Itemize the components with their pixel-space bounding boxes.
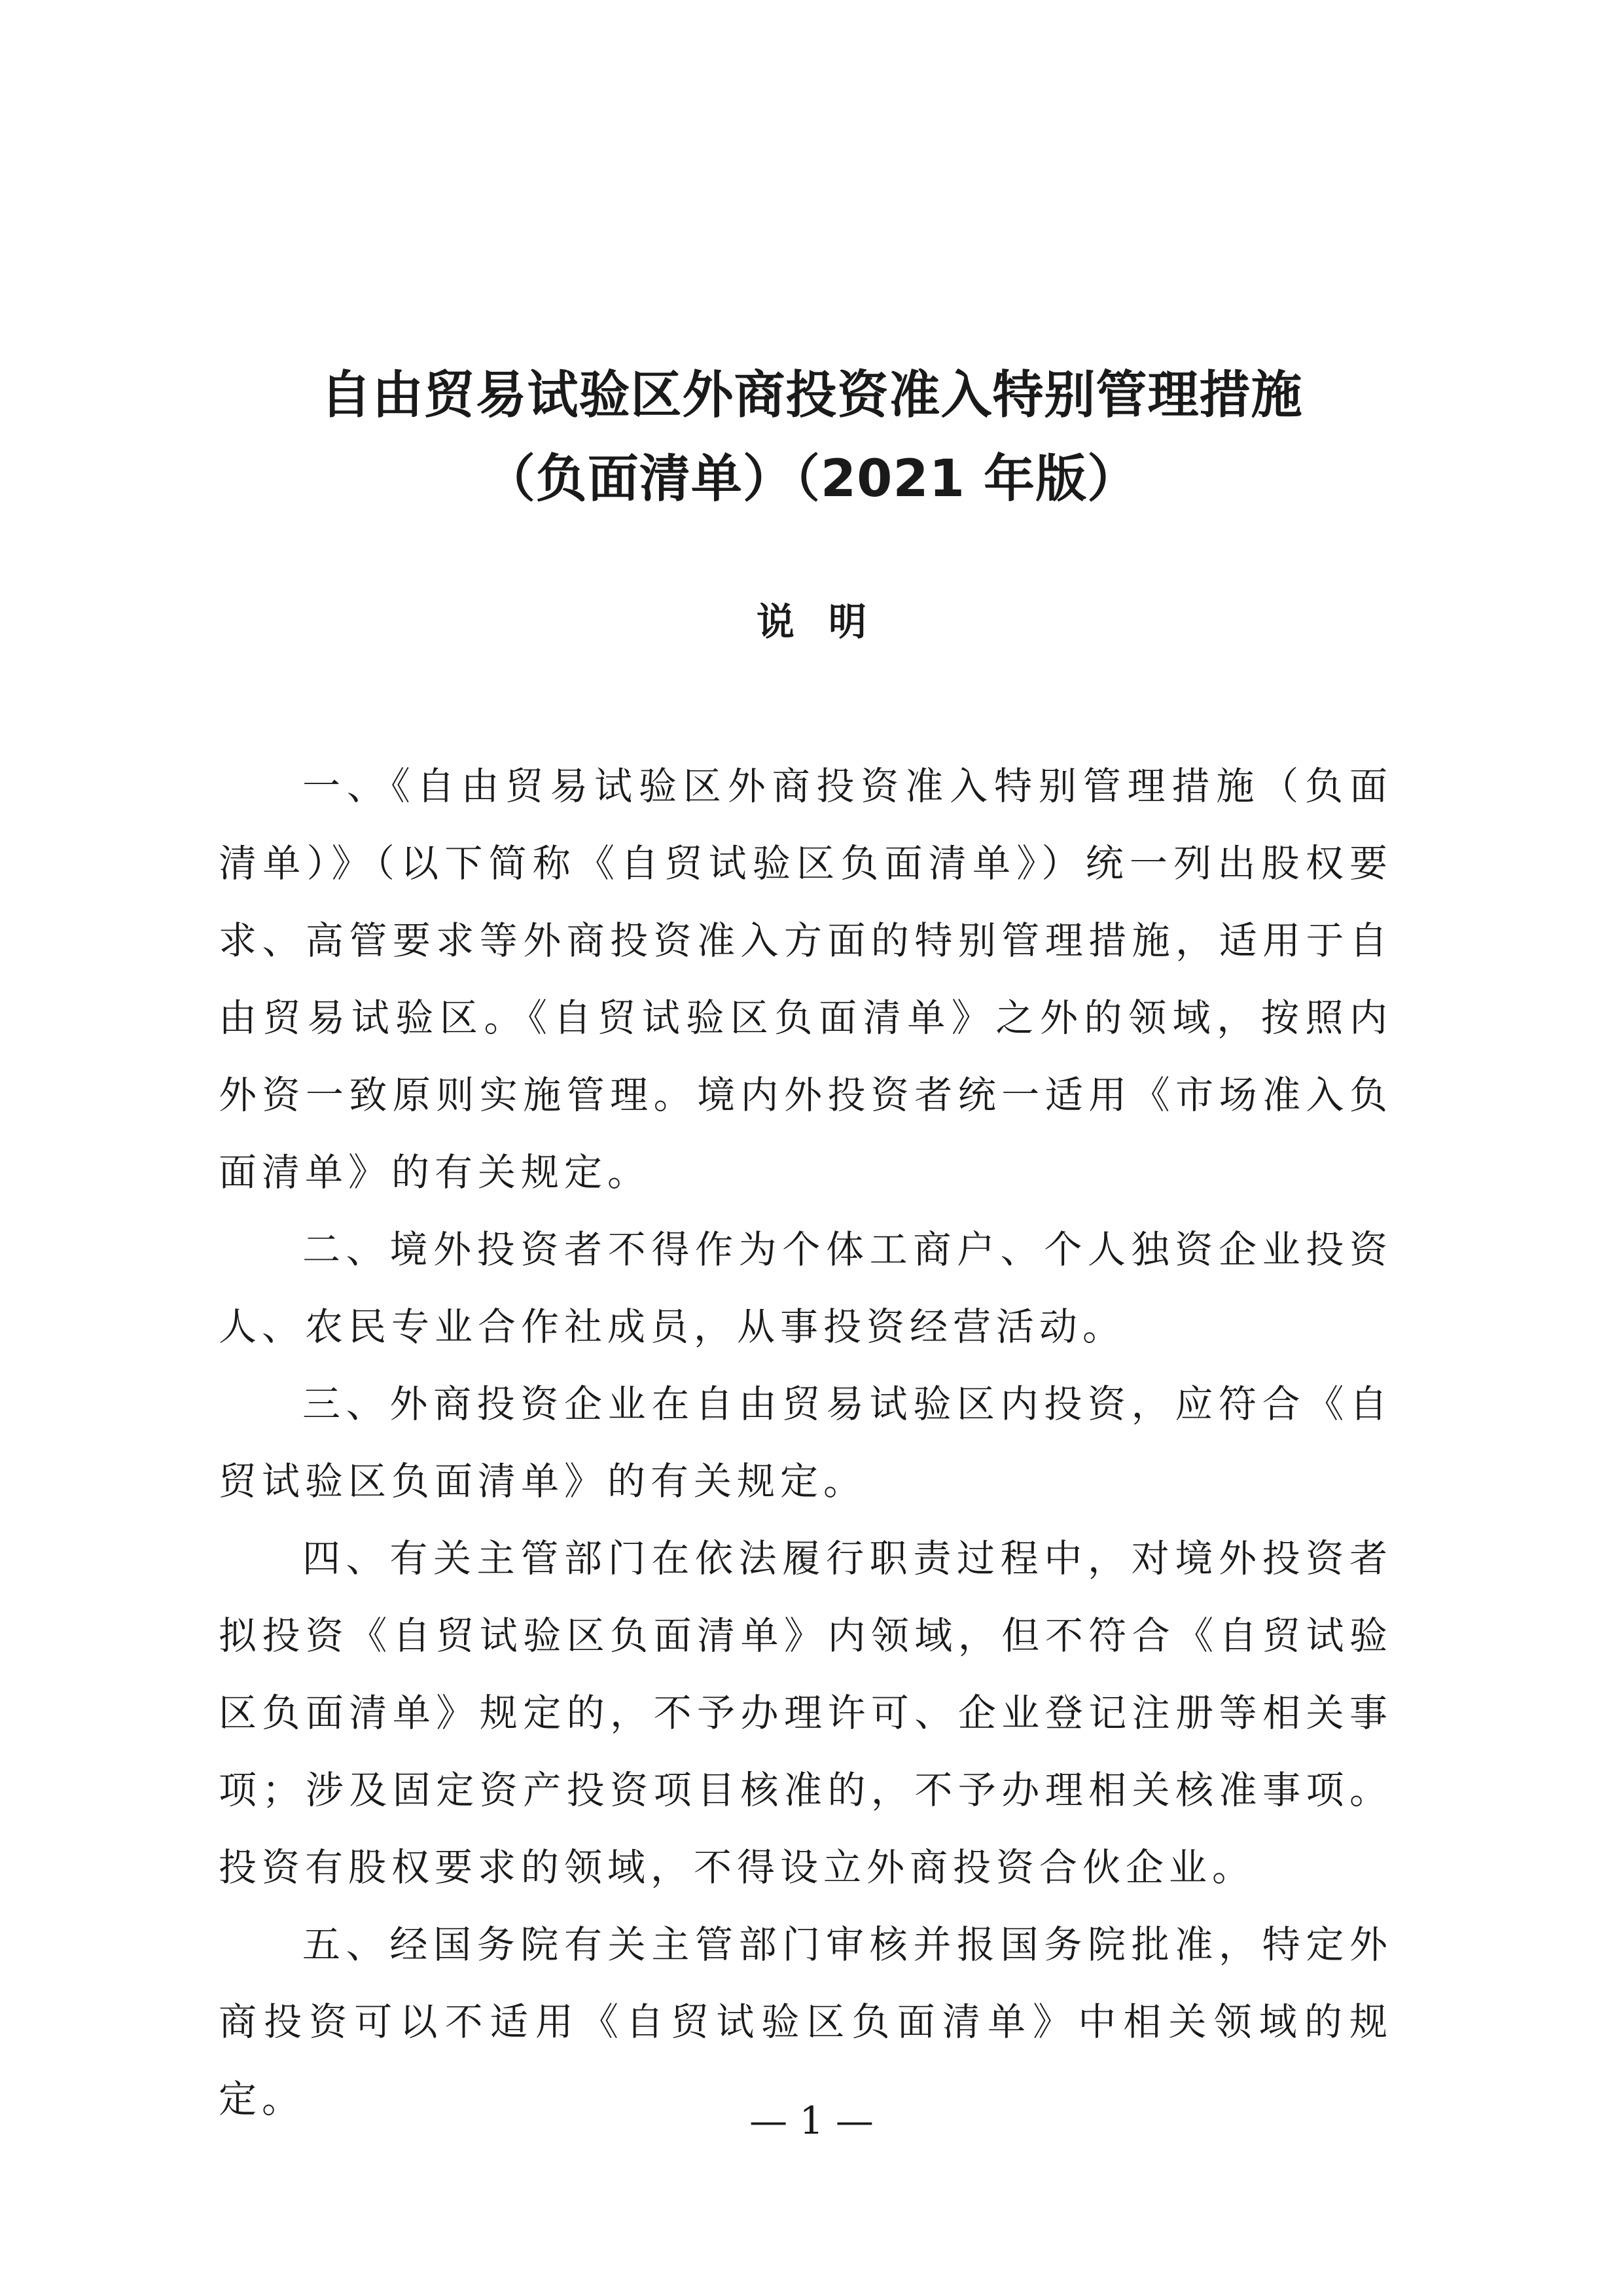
- page-number: — 1 —: [749, 2098, 874, 2143]
- title-block: [223, 353, 1400, 521]
- document-subtitle: （负面清单）（2021 年版）: [484, 450, 1139, 509]
- paragraph-3: 三、外商投资企业在自由贸易试验区内投资，应符合《自贸试验区负面清单》的有关规定。: [219, 1382, 1393, 1503]
- section-heading: 说明: [756, 600, 901, 644]
- paragraph-1: 一、《自由贸易试验区外商投资准入特别管理措施（负面清单）》（以下简称《自贸试验区负面清单》）统一列出股权要求、高管要求等外商投资准入方面的特别管理措施，适用于自由贸易试验区。《自贸试验区负面清单》之外的领域，按照内外资一致原则实施管理。境内外投资者统一适用《市场准入负面清单》的有关规定。: [219, 764, 1393, 1194]
- paragraph-4: 四、有关主管部门在依法履行职责过程中，对境外投资者拟投资《自贸试验区负面清单》内领域，但不符合《自贸试验区负面清单》规定的，不予办理许可、企业登记注册等相关事项；涉及固定资产投资项目核准的，不予办理相关核准事项。投资有股权要求的领域，不得设立外商投资合伙企业。: [219, 1536, 1393, 1890]
- document-title: 自由贸易试验区外商投资准入特别管理措施: [320, 366, 1303, 425]
- paragraph-5: 五、经国务院有关主管部门审核并报国务院批准，特定外商投资可以不适用《自贸试验区负面清单》中相关领域的规定。: [219, 1922, 1393, 2121]
- document-body: [219, 747, 1393, 2138]
- paragraph-2: 二、境外投资者不得作为个体工商户、个人独资企业投资人、农民专业合作社成员，从事投资经营活动。: [219, 1227, 1393, 1349]
